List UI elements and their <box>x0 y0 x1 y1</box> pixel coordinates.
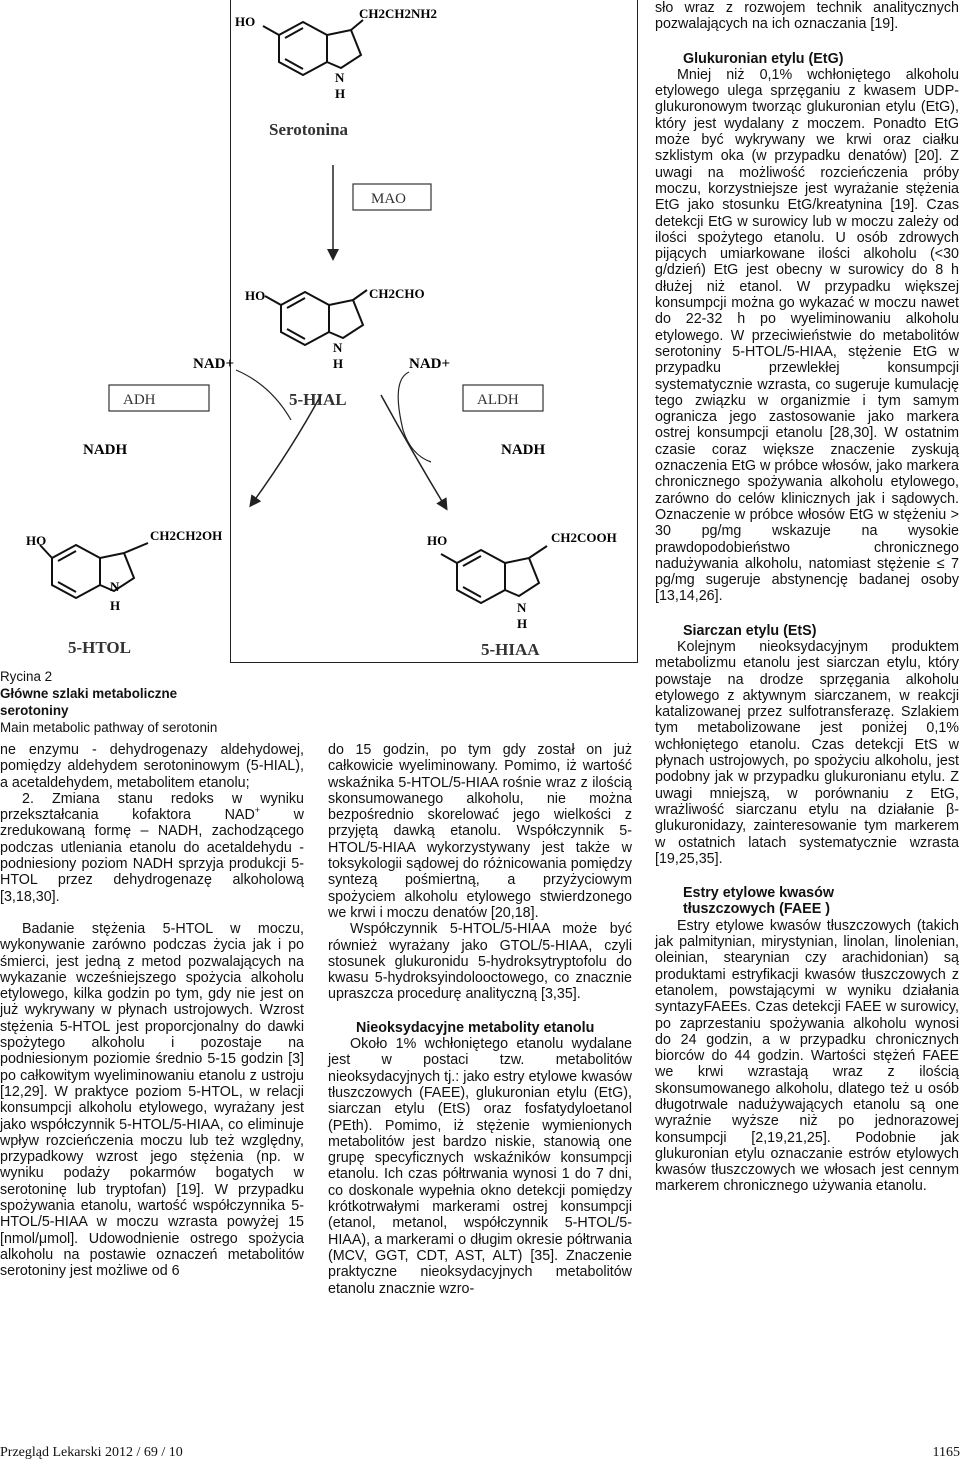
serotonin-ho: HO <box>235 14 256 29</box>
col1-paragraph-3: Badanie stężenia 5-HTOL w moczu, wykonywanie zarówno podczas życia jak i po śmierci, jest jedną z metod pozwalających na wykazanie wcześniejszego spożycia alkoholu etylowego, kilka godzin po tym, gdy nie jest on już wykrywany w płynach ustrojowych. Wzrost stężenia 5-HTOL jest proporcjonalny do dawki spożytego alkoholu i pozostaje na podniesionym poziomie średnio 5-15 godzin [3] po całkowitym wyeliminowaniu etanolu z ustroju [12,29]. W praktyce poziom 5-HTOL, w relacji konsumpcji alkoholu etylowego, wyrażany jest jako współczynnik 5-HTOL/5-HIAA, co eliminuje wpływ rozcieńczenia moczu lub też względny, przypadkowy wzrost jego stężenia (np. w wyniku podaży pokarmów bogatych w serotoninę lub tryptofan) [19]. W przypadku spożywania etanolu, wartość współczynnika 5-HTOL/5-HIAA w moczu wzrasta powyżej 15 [nmol/μmol]. Udowodnienie ostrego spożycia alkoholu na postawie oznaczeń metabolitów serotoniny jest możliwe od 6 <box>0 920 304 1280</box>
aldh-label: ALDH <box>477 392 519 408</box>
footer-page-number: 1165 <box>932 1445 960 1460</box>
hiaa-h: H <box>517 616 528 631</box>
hial-label: 5-HIAL <box>289 390 347 409</box>
nadh-left-label: NADH <box>83 442 128 458</box>
hiaa-ho: HO <box>427 533 448 548</box>
nadh-right-label: NADH <box>501 442 546 458</box>
htol-molecule <box>0 515 230 665</box>
htol-label: 5-HTOL <box>68 638 131 657</box>
hiaa-label: 5-HIAA <box>481 640 540 659</box>
column-1 <box>0 742 304 1280</box>
htol-n: N <box>110 579 120 594</box>
nad-left-label: NAD+ <box>193 356 235 372</box>
figure-caption <box>0 668 230 736</box>
htol-h: H <box>110 598 121 613</box>
aldh-arrow <box>381 395 446 508</box>
hial-h: H <box>333 356 344 371</box>
caption-title-pl: Główne szlaki metaboliczne serotoniny <box>0 686 178 718</box>
heading-faee-2: tłuszczowych (FAEE ) <box>683 901 830 918</box>
col3-paragraph-2: Kolejnym nieoksydacyjnym produktem metabolizmu etanolu jest siarczan etylu, który powstaje na drodze sprzęgania alkoholu etylowego z aktywnym siarczanem, w reakcji katalizowanej przez sulfotransferazę. Szlakiem tym metabolizowane jest poniżej 0,1% wchłoniętego etanolu. Czas detekcji EtS w płynach ustrojowych, po spożyciu alkoholu, jest podobny jak w przypadku glukuronianu etylu. Z uwagi mniejszą, w porównaniu z EtG, wrażliwość siarczanu etylu na działanie β-glukuronidazy, zainteresowanie tym markerem w ostatnich latach systematycznie wzrasta [19,25,35]. <box>655 638 959 867</box>
hiaa-n: N <box>517 600 527 615</box>
heading-nonoxidative: Nieoksydacyjne metabolity etanolu <box>356 1019 595 1036</box>
hial-molecule <box>265 290 367 345</box>
htol-chain: CH2CH2OH <box>150 528 223 543</box>
footer-journal: Przegląd Lekarski 2012 / 69 / 10 <box>0 1445 183 1460</box>
heading-etg: Glukuronian etylu (EtG) <box>683 50 844 67</box>
heading-ets: Siarczan etylu (EtS) <box>683 622 817 639</box>
adh-label: ADH <box>123 392 156 408</box>
column-2 <box>328 742 632 1297</box>
serotonin-label: Serotonina <box>269 120 349 139</box>
serotonin-h: H <box>335 86 346 101</box>
col3-top: sło wraz z rozwojem technik analitycznych pozwalających na ich oznaczania [19]. <box>655 0 959 33</box>
col1-paragraph-1: ne enzymu - dehydrogenazy aldehydowej, pomiędzy aldehydem serotoninowym (5-HIAL), a acetaldehydem, metabolitem etanolu; <box>0 742 304 791</box>
serotonin-n: N <box>335 70 345 85</box>
col2-paragraph-3: Około 1% wchłoniętego etanolu wydalane jest w postaci tzw. metabolitów nieoksydacyjnych tj.: jako estry etylowe kwasów tłuszczowych (FAEE), glukuronian etylu (EtG), siarczan etylu (EtS) oraz fosfatydyloetanol (PEth). Pomimo, iż stężenie wymienionych metabolitów jest bardzo niskie, stanowią one grupę specyficznych wskaźników konsumpcji etanolu. Ich czas półtrwania wynosi 1 do 7 dni, co doskonale wypełnia okno detekcji pomiędzy krótkotrwałymi markerami ostrej konsumpcji (etanol, metanol, współczynnik 5-HTOL/5-HIAA), a markerami o długim okresie półtrwania (MCV, GGT, CDT, AST, ALT) [35]. Znaczenie praktyczne nieoksydacyjnych metabolitów etanolu znacznie wzro- <box>328 1036 632 1297</box>
htol-ho: HO <box>26 533 47 548</box>
hiaa-chain: CH2COOH <box>551 530 617 545</box>
serotonin-chain: CH2CH2NH2 <box>359 6 437 21</box>
col3-paragraph-3: Estry etylowe kwasów tłuszczowych (takich jak palmitynian, mirystynian, linolan, linolenian, oleinian, stearynian czy arachidonian) są produktami estryfikacji kwasów tłuszczowych z etanolem, powstającymi w wyniku działania syntazyFAEEs. Czas detekcji FAEE w surowicy, po zaprzestaniu spożywania alkoholu wynosi do 24 godzin, a w przypadku chronicznych biorców do 44 godzin. Wartości stężeń FAEE we krwi wzrastają wraz z ilością skonsumowanego alkoholu, dlatego też u osób długotrwale nadużywających etanolu są one wyraźnie wyższe niż po jednorazowej konsumpcji [2,19,21,25]. Podobnie jak glukuronian etylu oznaczanie estrów etylowych kwasów tłuszczowych we włosach jest cennym markerem chronicznego używania etanolu. <box>655 917 959 1195</box>
hiaa-molecule <box>441 546 547 603</box>
col2-paragraph-1: do 15 godzin, po tym gdy został on już całkowicie wyeliminowany. Pomimo, iż wartość wskaźnika 5-HTOL/5-HIAA rośnie wraz z ilością skonsumowanego alkoholu, nie można bezpośrednio skorelować jego wielkości z przyjętą dawką etanolu. Współczynnik 5-HTOL/5-HIAA wykorzystywany jest także w toksykologii sądowej do różnicowania pomiędzy syntezą pośmiertną, a przyżyciowym spożyciem alkoholu etylowego stwierdzonego we krwi i moczu denatów [20,18]. <box>328 742 632 921</box>
column-3 <box>655 0 959 1195</box>
mao-label: MAO <box>371 191 407 207</box>
nad-left-curve <box>236 370 291 420</box>
heading-faee-1: Estry etylowe kwasów <box>683 885 834 902</box>
col1-paragraph-2: 2. Zmiana stanu redoks w wyniku przekształcania kofaktora NAD+ w zredukowaną formę – NADH, zachodzącego podczas utleniania etanolu do acetaldehydu - podniesiony poziom NADH sprzyja produkcji 5-HTOL przez dehydrogenazę alkoholową [3,18,30]. <box>0 790 304 905</box>
col2-paragraph-2: Współczynnik 5-HTOL/5-HIAA może być również wyrażany jako GTOL/5-HIAA, czyli stosunek glukuronidu 5-hydroksytryptofolu do kwasu 5-hydroksyindolooctowego, co znacznie upraszcza procedurę analityczną [3,35]. <box>328 921 632 1003</box>
serotonin-molecule <box>263 20 363 75</box>
hial-n: N <box>333 340 343 355</box>
nad-right-curve <box>398 372 431 462</box>
caption-label: Rycina 2 <box>0 669 53 684</box>
hial-chain: CH2CHO <box>369 286 425 301</box>
col3-paragraph-1: Mniej niż 0,1% wchłoniętego alkoholu etylowego ulega sprzęganiu z kwasem UDP-glukuronowym tworząc glukuronian etylu (EtG), który jest wydalany z moczem. Ponadto EtG może być wykrywany we krwi oraz ciałku szklistym oka (w przypadku denatów) [20]. Z uwagi na możliwość rozcieńczenia próby moczu, korzystniejsze jest wyrażanie stężenia EtG jako stosunku EtG/kreatynina [19]. Czas detekcji EtG w surowicy lub w moczu zależy od ilości spożytego etanolu. U osób zdrowych pijących umiarkowane ilości alkoholu (<30 g/dzień) EtG jest obecny w surowicy do 8 h dłużej niż etanol. W przypadku większej konsumpcji można go wykazać w moczu nawet do 22-32 h po wyeliminowaniu alkoholu etylowego. W przeciwieństwie do metabolitów serotoniny 5-HTOL/5-HIAA, stężenie EtG w przypadku przewlekłej konsumpcji systematycznie wzrasta, co sugeruje kumulację tego związku w organizmie i tym samym ogranicza jego zastosowanie jako markera ostrej konsumpcji etanolu [28,30]. W ostatnim czasie coraz większe znaczenie zyskują oznaczenia EtG w próbce włosów, jako markera chronicznego spożywania alkoholu etylowego, zarówno do celów klinicznych jak i sądowych. Oznaczenie w próbce włosów EtG w stężeniu > 30 pg/mg wskazuje na wysokie prawdopodobieństwo chronicznego nadużywania alkoholu, natomiast stężenie ≤ 7 pg/mg sugeruje abstynencję badanej osoby [13,14,26]. <box>655 66 959 605</box>
nad-right-label: NAD+ <box>409 356 451 372</box>
caption-title-en: Main metabolic pathway of serotonin <box>0 720 218 735</box>
hial-ho: HO <box>245 288 266 303</box>
